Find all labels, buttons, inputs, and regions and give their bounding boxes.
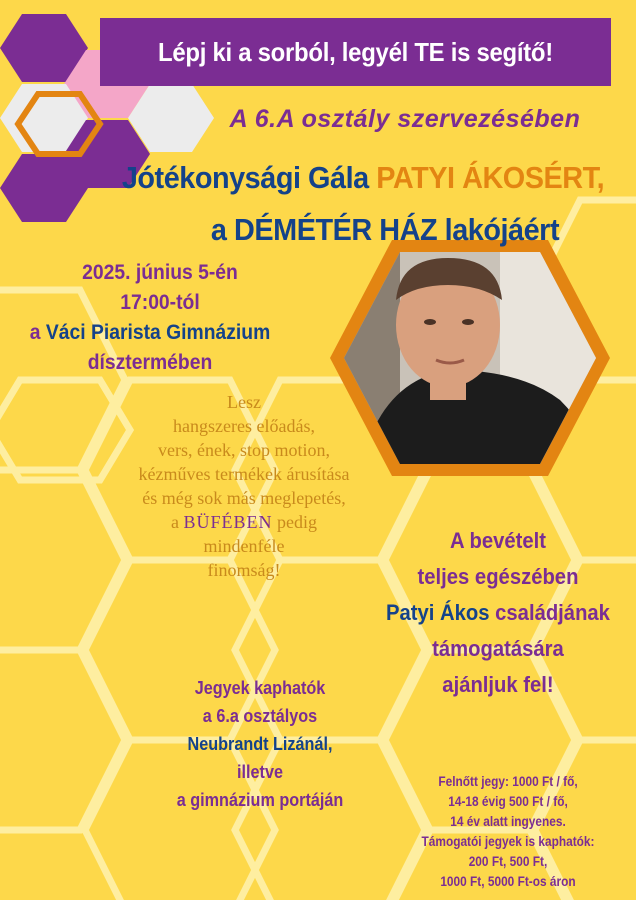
gala-title-text: Jótékonysági Gála bbox=[121, 160, 377, 195]
gala-title-line-1 bbox=[109, 160, 617, 196]
location-name: Váci Piarista Gimnázium bbox=[45, 321, 271, 344]
price-line: 200 Ft, 500 Ft, bbox=[468, 854, 548, 869]
income-line: ajánljuk fel! bbox=[442, 672, 554, 697]
income-line: támogatására bbox=[432, 636, 564, 661]
ticket-prices bbox=[395, 772, 620, 892]
event-location bbox=[12, 318, 288, 378]
beneficiary-name: Patyi Ákos bbox=[386, 600, 490, 625]
program-buffet-line bbox=[110, 510, 378, 534]
banner-slogan: Lépj ki a sorból, legyél TE is segítő! bbox=[158, 36, 553, 67]
ticket-line: Jegyek kaphatók bbox=[194, 678, 326, 698]
income-line: A bevételt bbox=[450, 528, 546, 553]
program-description bbox=[110, 390, 378, 582]
program-line: kézműves termékek árusítása bbox=[138, 464, 350, 484]
event-date: 2025. június 5-én bbox=[82, 261, 238, 284]
gala-title-highlight: PATYI ÁKOSÉRT, bbox=[376, 160, 605, 195]
event-time: 17:00-tól bbox=[120, 291, 200, 314]
program-line: Lesz bbox=[227, 392, 261, 412]
income-line-rest: családjának bbox=[489, 600, 610, 625]
program-line: vers, ének, stop motion, bbox=[158, 440, 330, 460]
income-statement bbox=[371, 523, 625, 703]
ticket-line: illetve bbox=[237, 762, 283, 782]
price-line: 14-18 évig 500 Ft / fő, bbox=[448, 794, 568, 809]
ticket-info bbox=[157, 674, 364, 814]
program-line: és még sok más meglepetés, bbox=[142, 488, 346, 508]
location-line-1 bbox=[12, 318, 288, 348]
ticket-contact-name: Neubrandt Lizánál, bbox=[187, 734, 333, 754]
gala-title-line-2: a DÉMÉTÉR HÁZ lakójáért bbox=[210, 212, 560, 247]
organizer-line: A 6.A osztály szervezésében bbox=[229, 105, 581, 133]
income-line: teljes egészében bbox=[417, 564, 579, 589]
ticket-line: a gimnázium portáján bbox=[176, 790, 344, 810]
ticket-line: a 6.a osztályos bbox=[202, 706, 318, 726]
program-line: mindenféle bbox=[203, 536, 285, 556]
location-prefix: a bbox=[29, 321, 46, 344]
event-datetime bbox=[50, 258, 271, 318]
program-line: hangszeres előadás, bbox=[173, 416, 315, 436]
price-line: Támogatói jegyek is kaphatók: bbox=[421, 834, 595, 849]
price-line: Felnőtt jegy: 1000 Ft / fő, bbox=[438, 774, 578, 789]
buffet-suffix: pedig bbox=[272, 512, 317, 532]
buffet-prefix: a bbox=[170, 512, 184, 532]
location-line-2: dísztermében bbox=[87, 351, 213, 374]
program-line: finomság! bbox=[207, 560, 281, 580]
price-line: 1000 Ft, 5000 Ft-os áron bbox=[440, 874, 576, 889]
buffet-word: BÜFÉBEN bbox=[183, 512, 273, 532]
income-name-line bbox=[371, 595, 625, 631]
price-line: 14 év alatt ingyenes. bbox=[450, 814, 566, 829]
